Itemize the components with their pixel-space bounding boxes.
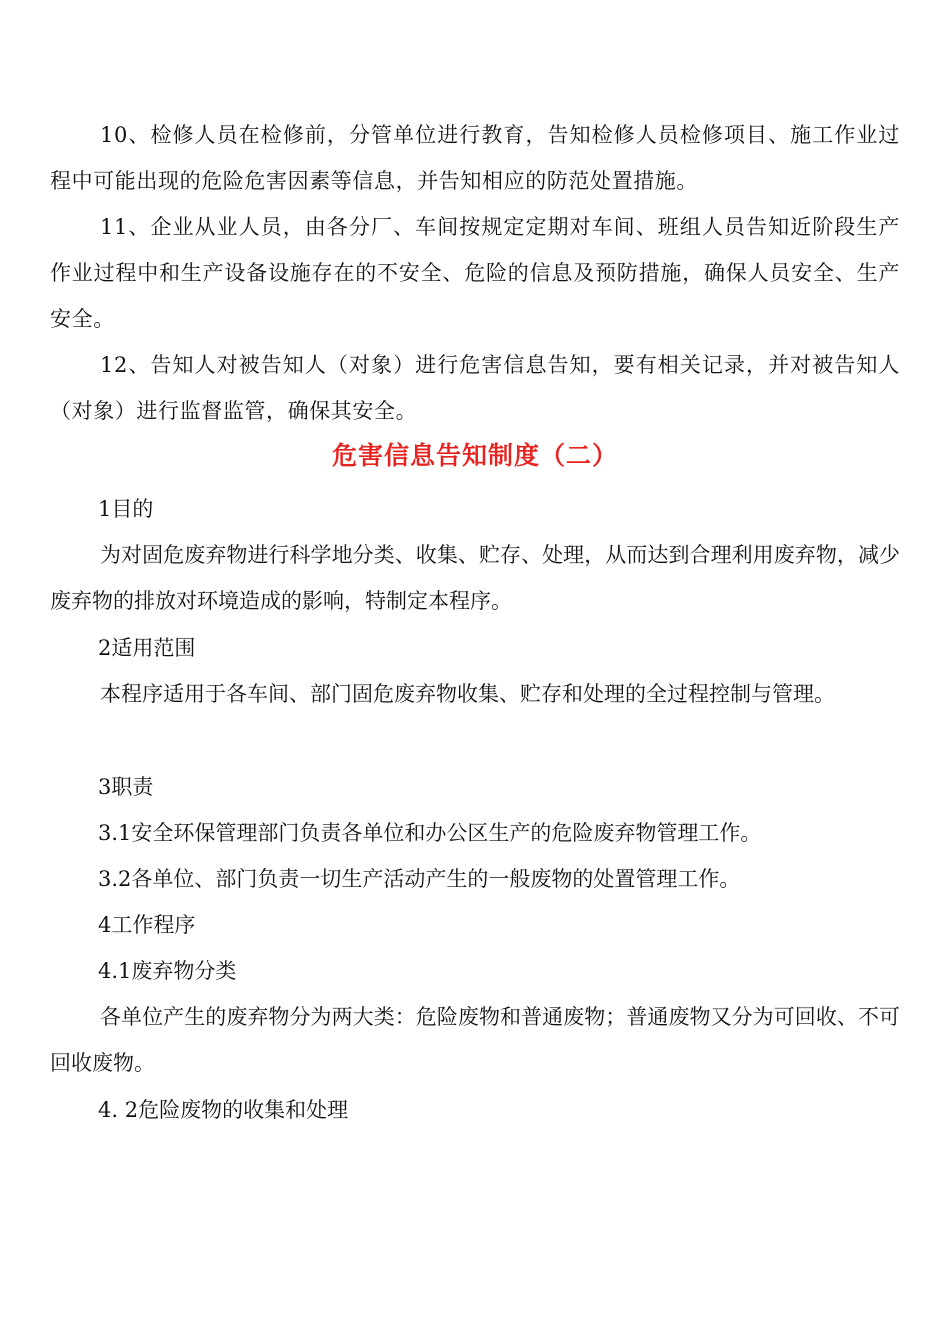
section-1-body: 为对固危废弃物进行科学地分类、收集、贮存、处理，从而达到合理利用废弃物，减少废弃物的排放对环境造成的影响，特制定本程序。 bbox=[50, 543, 900, 613]
section-3-heading: 3职责 bbox=[98, 775, 154, 799]
document-title: 危害信息告知制度（二） bbox=[331, 441, 618, 470]
paragraph-item-11: 11、企业从业人员，由各分厂、车间按规定定期对车间、班组人员告知近阶段生产作业过程中和生产设备设施存在的不安全、危险的信息及预防措施，确保人员安全、生产安全。 bbox=[50, 215, 900, 331]
section-2-body: 本程序适用于各车间、部门固危废弃物收集、贮存和处理的全过程控制与管理。 bbox=[100, 682, 835, 706]
section-4-1-heading: 4.1废弃物分类 bbox=[98, 959, 237, 983]
section-1-heading: 1目的 bbox=[98, 497, 154, 521]
paragraph-item-12: 12、告知人对被告知人（对象）进行危害信息告知，要有相关记录，并对被告知人（对象）进行监督监管，确保其安全。 bbox=[50, 353, 900, 423]
section-4-heading: 4工作程序 bbox=[98, 913, 196, 937]
section-3-item-2: 3.2各单位、部门负责一切生产活动产生的一般废物的处置管理工作。 bbox=[98, 867, 741, 891]
section-4-2-heading: 4. 2危险废物的收集和处理 bbox=[98, 1098, 349, 1122]
section-2-heading: 2适用范围 bbox=[98, 636, 196, 660]
section-4-1-body: 各单位产生的废弃物分为两大类：危险废物和普通废物；普通废物又分为可回收、不可回收废物。 bbox=[50, 1005, 900, 1075]
paragraph-item-10: 10、检修人员在检修前，分管单位进行教育，告知检修人员检修项目、施工作业过程中可能出现的危险危害因素等信息，并告知相应的防范处置措施。 bbox=[50, 123, 900, 193]
section-3-item-1: 3.1安全环保管理部门负责各单位和办公区生产的危险废弃物管理工作。 bbox=[98, 821, 762, 845]
